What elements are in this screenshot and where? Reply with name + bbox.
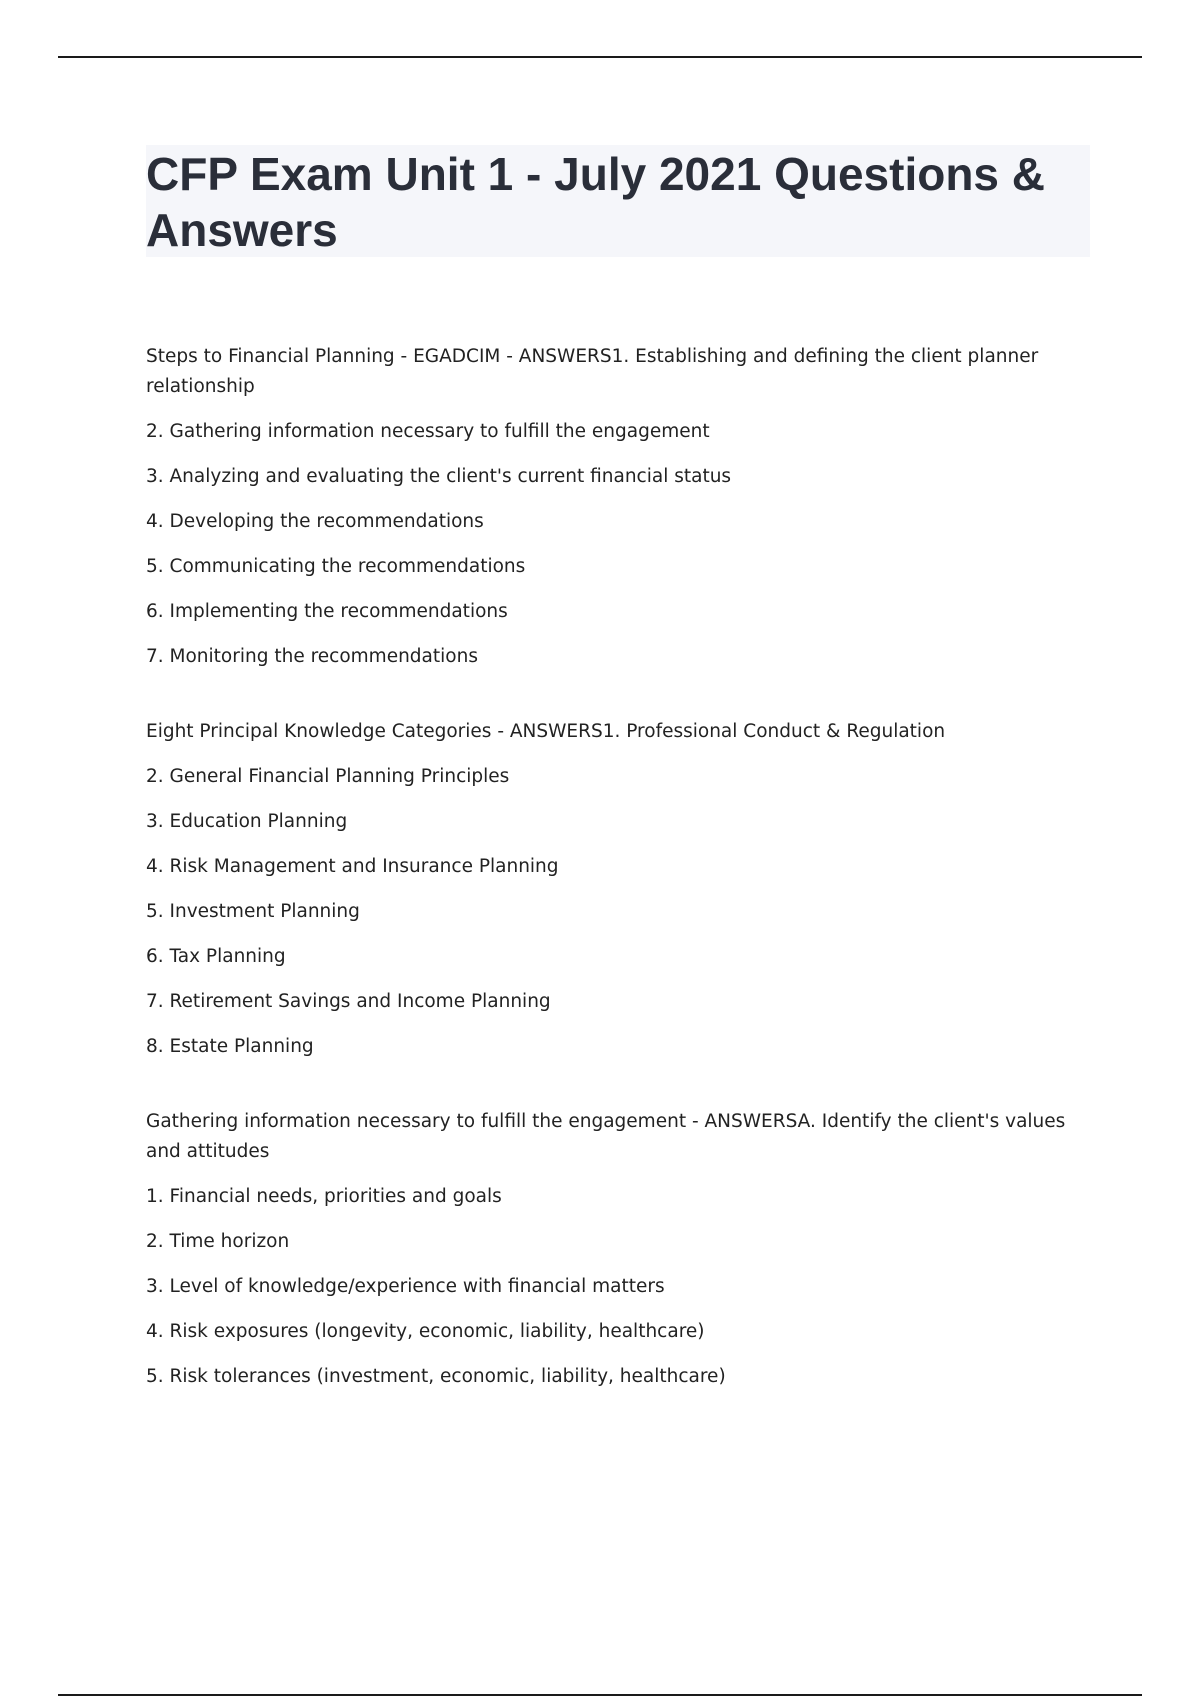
answer-item: 3. Level of knowledge/experience with financial matters	[146, 1276, 665, 1297]
answer-item: 7. Monitoring the recommendations	[146, 646, 478, 667]
answer-item: 5. Investment Planning	[146, 901, 360, 922]
answer-item: 2. Time horizon	[146, 1231, 290, 1252]
page-title: CFP Exam Unit 1 - July 2021 Questions & Answers	[146, 148, 1045, 256]
answer-item: 4. Developing the recommendations	[146, 511, 484, 532]
answer-item: 6. Implementing the recommendations	[146, 601, 508, 622]
answer-item: 7. Retirement Savings and Income Planning	[146, 991, 551, 1012]
answer-item: 8. Estate Planning	[146, 1036, 314, 1057]
answer-item: 3. Analyzing and evaluating the client's current financial status	[146, 466, 732, 487]
answer-item: 5. Communicating the recommendations	[146, 556, 526, 577]
answer-item: 1. Financial needs, priorities and goals	[146, 1186, 502, 1207]
answer-item: 2. Gathering information necessary to fulfill the engagement	[146, 421, 710, 442]
question-text: Gathering information necessary to fulfill the engagement - ANSWERSA. Identify the client's values and attitudes	[146, 1111, 1066, 1162]
answer-item: 5. Risk tolerances (investment, economic, liability, healthcare)	[146, 1366, 726, 1387]
question-text: Eight Principal Knowledge Categories - ANSWERS1. Professional Conduct & Regulation	[146, 721, 946, 742]
qa-section-2	[146, 717, 1086, 1062]
answer-item: 2. General Financial Planning Principles	[146, 766, 510, 787]
bottom-rule	[58, 1694, 1142, 1696]
answer-item: 3. Education Planning	[146, 811, 348, 832]
qa-section-1	[146, 342, 1086, 672]
answer-item: 4. Risk exposures (longevity, economic, liability, healthcare)	[146, 1321, 705, 1342]
question-text: Steps to Financial Planning - EGADCIM - ANSWERS1. Establishing and defining the client planner relationship	[146, 346, 1039, 397]
qa-section-3	[146, 1107, 1086, 1392]
answer-item: 4. Risk Management and Insurance Planning	[146, 856, 559, 877]
document-body	[146, 342, 1086, 1437]
answer-item: 6. Tax Planning	[146, 946, 286, 967]
top-rule	[58, 56, 1142, 58]
